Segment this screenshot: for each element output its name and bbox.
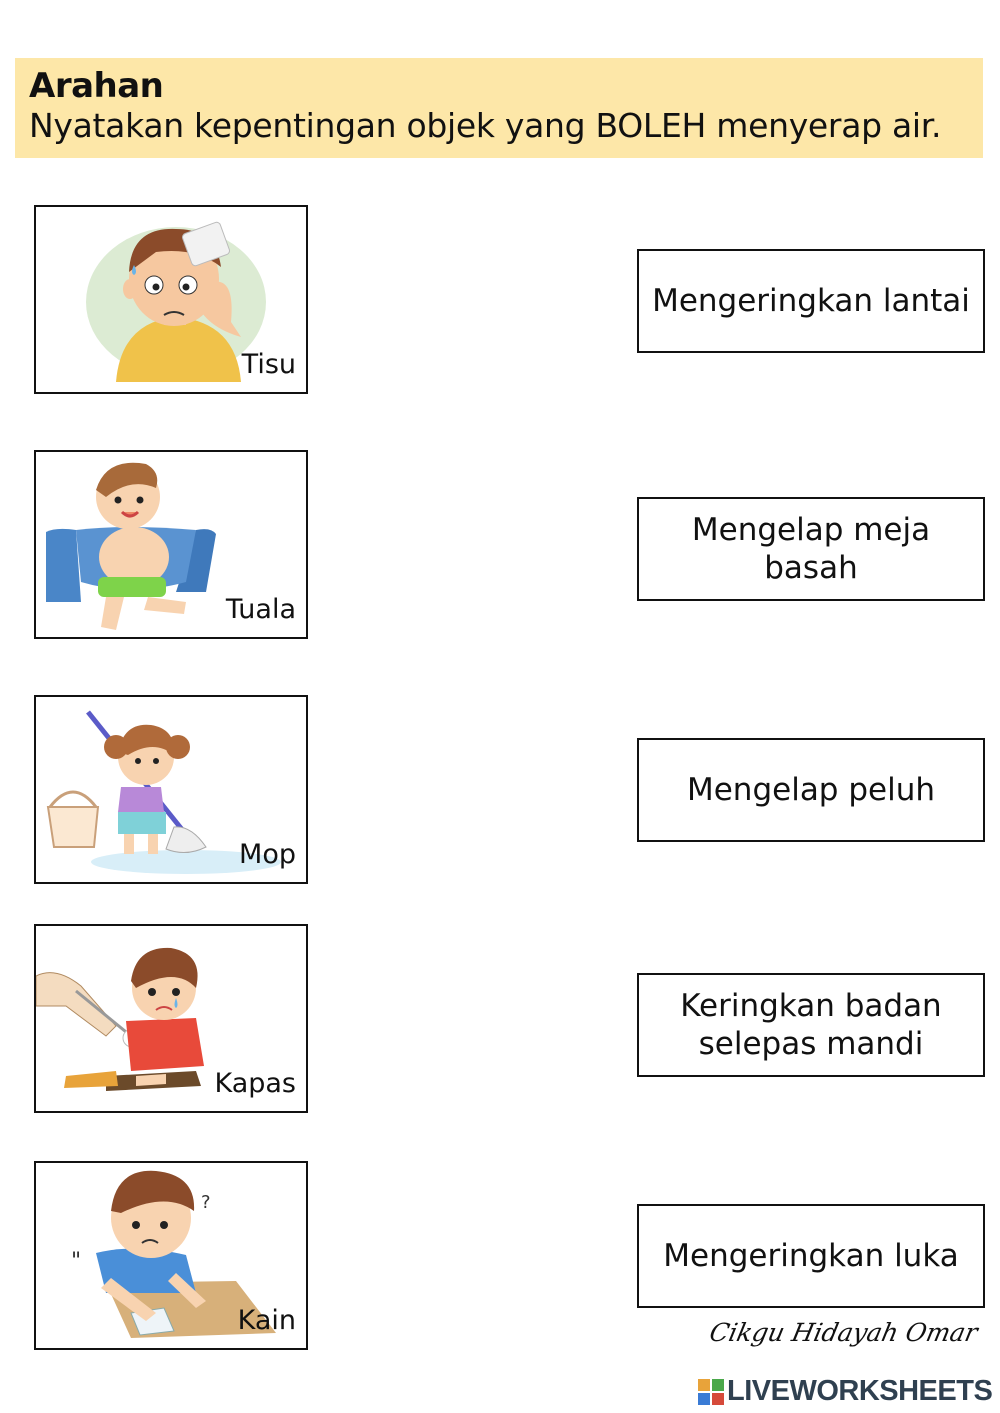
instruction-banner bbox=[15, 58, 983, 158]
instruction-text: Nyatakan kepentingan objek yang BOLEH menyerap air. bbox=[29, 106, 942, 145]
answer-box-4[interactable] bbox=[637, 973, 985, 1077]
liveworksheets-logo-icon bbox=[698, 1379, 724, 1405]
item-label-tuala: Tuala bbox=[225, 594, 296, 625]
answer-text: Mengelap meja basah bbox=[691, 512, 931, 586]
answer-box-5[interactable] bbox=[637, 1204, 985, 1308]
svg-text:": " bbox=[71, 1249, 82, 1274]
answer-text: Keringkan badan selepas mandi bbox=[680, 988, 942, 1062]
item-label-tisu: Tisu bbox=[241, 349, 296, 380]
answer-box-3[interactable] bbox=[637, 738, 985, 842]
author-signature: Cikgu Hidayah Omar bbox=[706, 1318, 981, 1347]
instruction-title: Arahan bbox=[29, 66, 164, 106]
answer-box-2[interactable] bbox=[637, 497, 985, 601]
brand-name: LIVEWORKSHEETS bbox=[727, 1375, 993, 1407]
item-card-kapas bbox=[34, 924, 308, 1113]
svg-text:?: ? bbox=[201, 1192, 211, 1213]
item-label-mop: Mop bbox=[239, 839, 296, 870]
item-label-kain: Kain bbox=[237, 1305, 296, 1336]
answer-text: Mengeringkan luka bbox=[663, 1238, 959, 1274]
answer-text: Mengelap peluh bbox=[686, 772, 935, 808]
answer-text: Mengeringkan lantai bbox=[652, 283, 970, 319]
item-card-tisu bbox=[34, 205, 308, 394]
answer-box-1[interactable] bbox=[637, 249, 985, 353]
item-card-kain bbox=[34, 1161, 308, 1350]
item-card-tuala bbox=[34, 450, 308, 639]
item-label-kapas: Kapas bbox=[214, 1068, 296, 1099]
liveworksheets-brand bbox=[698, 1375, 992, 1408]
item-card-mop bbox=[34, 695, 308, 884]
